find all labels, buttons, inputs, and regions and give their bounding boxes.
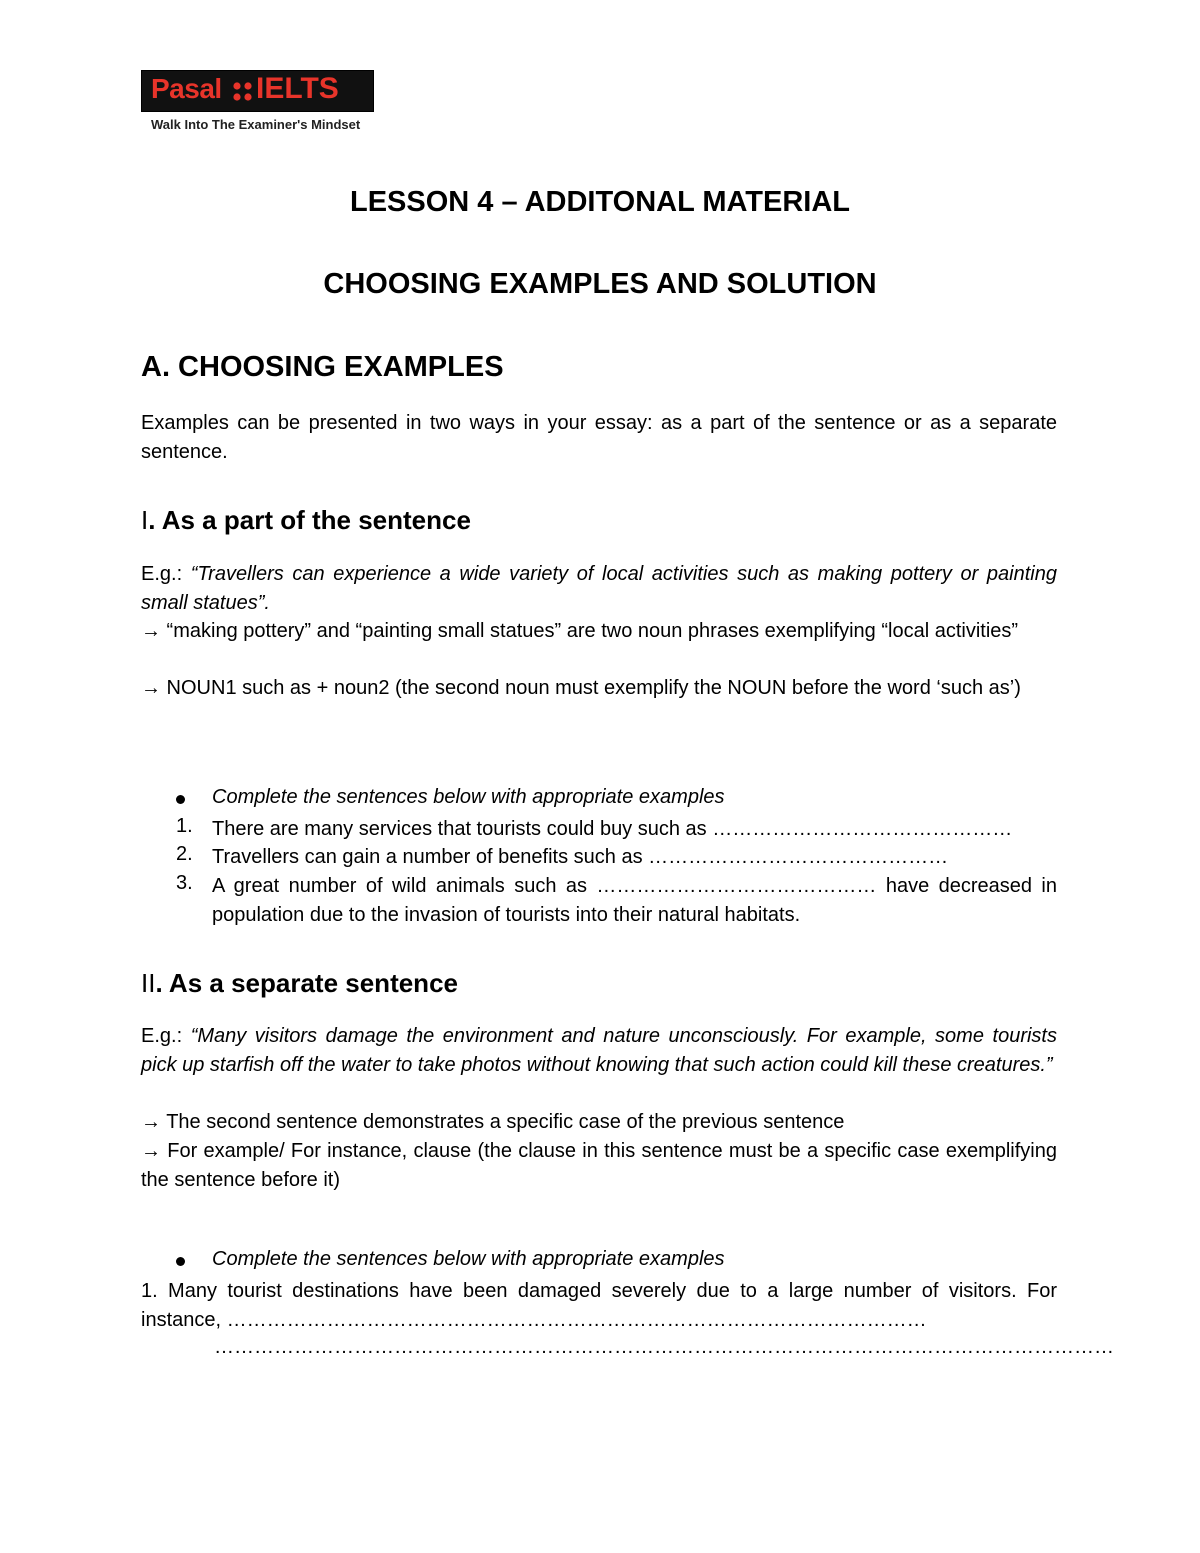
part-2-example (141, 1022, 1057, 1079)
list-item-number: 3. (176, 872, 193, 894)
part-2-numeral: II (141, 968, 156, 998)
list-item: A great number of wild animals such as …………………………………… have decreased in population due to the invasion of tourists into their natural habitats. (212, 875, 1057, 926)
list-item: Travellers can gain a number of benefits such as ……………………………………… (212, 846, 949, 868)
section-a-intro: Examples can be presented in two ways in your essay: as a part of the sentence or as a separate sentence. (141, 412, 1057, 463)
part-2-eg-label: E.g.: (141, 1025, 191, 1047)
logo-dots-icon (232, 81, 254, 103)
part-1-heading-text: . As a part of the sentence (148, 505, 471, 535)
section-a-heading: A. CHOOSING EXAMPLES (141, 351, 504, 383)
lesson-subtitle: CHOOSING EXAMPLES AND SOLUTION (323, 268, 877, 300)
part-2-instruction: Complete the sentences below with appropriate examples (212, 1248, 725, 1270)
part-1-note-1: → “making pottery” and “painting small statues” are two noun phrases exemplifying “local activities” (141, 620, 1019, 642)
part-1-eg-label: E.g.: (141, 563, 191, 585)
logo-tagline: Walk Into The Examiner's Mindset (151, 117, 361, 132)
part-1-numeral: I (141, 505, 149, 535)
part-1-eg-text: “Travellers can experience a wide variety of local activities such as making pottery or painting small statues”. (141, 563, 1057, 614)
part-1-example (141, 560, 1057, 617)
part-1-heading (141, 505, 471, 536)
answer-blank-line: ……………………………………………………………………………………………………………………… (214, 1336, 1114, 1358)
lesson-title: LESSON 4 – ADDITONAL MATERIAL (349, 186, 851, 218)
part-2-note-1: → The second sentence demonstrates a specific case of the previous sentence (141, 1111, 845, 1133)
part-2-eg-text: “Many visitors damage the environment and nature unconsciously. For example, some tourists pick up starfish off the water to take photos without knowing that such action could kill these creatures.” (141, 1025, 1057, 1076)
part-2-heading (141, 968, 458, 999)
brand-logo (141, 70, 374, 112)
part-2-heading-text: . As a separate sentence (155, 968, 458, 998)
bullet-dot-icon (176, 1257, 185, 1266)
logo-ielts-text: IELTS (256, 72, 339, 105)
part-1-note-2: → NOUN1 such as + noun2 (the second noun must exemplify the NOUN before the word ‘such as’) (141, 677, 1021, 699)
logo-pasal-text: Pasal (151, 73, 222, 104)
part-2-note-2: → For example/ For instance, clause (the clause in this sentence must be a specific case exemplifying the sentence before it) (141, 1140, 1057, 1191)
list-item-number: 1. (176, 815, 193, 837)
part-1-instruction: Complete the sentences below with appropriate examples (212, 786, 725, 808)
bullet-dot-icon (176, 795, 185, 804)
part-2-exercise: 1. Many tourist destinations have been damaged severely due to a large number of visitors. For instance, …………………………………………………………………………………………… (141, 1280, 1057, 1331)
list-item-number: 2. (176, 843, 193, 865)
list-item: There are many services that tourists could buy such as ……………………………………… (212, 818, 1013, 840)
